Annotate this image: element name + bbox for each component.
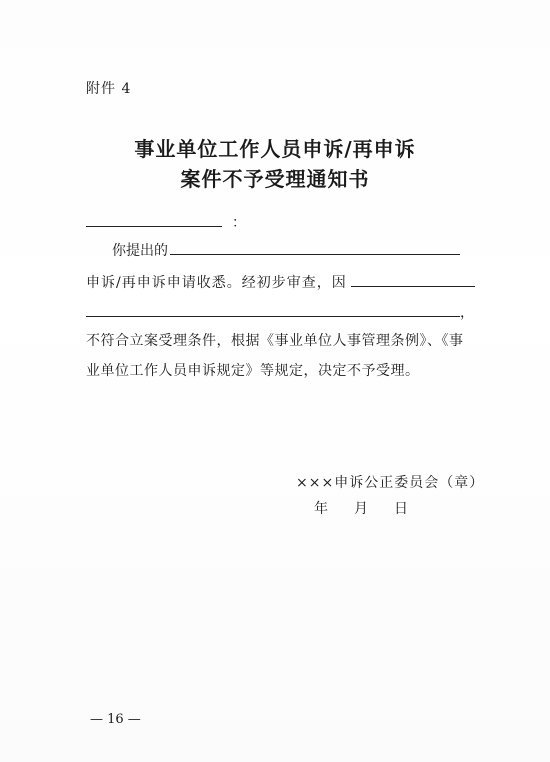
date-year-label: 年 — [314, 501, 328, 517]
page-number: — 16 — — [90, 712, 141, 727]
body-row-5: 不符合立案受理条件，根据《事业单位人事管理条例》、《事 — [86, 333, 464, 349]
date-day-label: 日 — [394, 501, 408, 517]
date-month-label: 月 — [354, 501, 368, 517]
reason-blank — [351, 272, 475, 287]
body-row-3-text: 申诉/再申诉申请收悉。经初步审查，因 — [86, 275, 347, 291]
addressee-colon: ： — [232, 215, 246, 231]
body-row-3 — [86, 272, 475, 292]
addressee-blank — [86, 212, 222, 227]
body-row-2-prefix: 你提出的 — [112, 243, 168, 259]
body-row-6: 业单位工作人员申诉规定》等规定，决定不予受理。 — [86, 363, 420, 379]
addressee-row — [86, 212, 246, 232]
reason-continuation-blank — [86, 302, 460, 317]
attachment-label: 附件 4 — [86, 81, 132, 97]
application-blank — [170, 240, 460, 255]
body-row-2 — [112, 240, 460, 260]
body-row-4-suffix: ， — [460, 305, 474, 321]
document-title-line-2: 案件不予受理通知书 — [180, 167, 370, 191]
committee-signature: ×××申诉公正委员会（章） — [296, 475, 485, 491]
body-row-4 — [86, 302, 474, 322]
document-title-line-1: 事业单位工作人员申诉/再申诉 — [134, 137, 416, 161]
date-line — [314, 498, 408, 518]
